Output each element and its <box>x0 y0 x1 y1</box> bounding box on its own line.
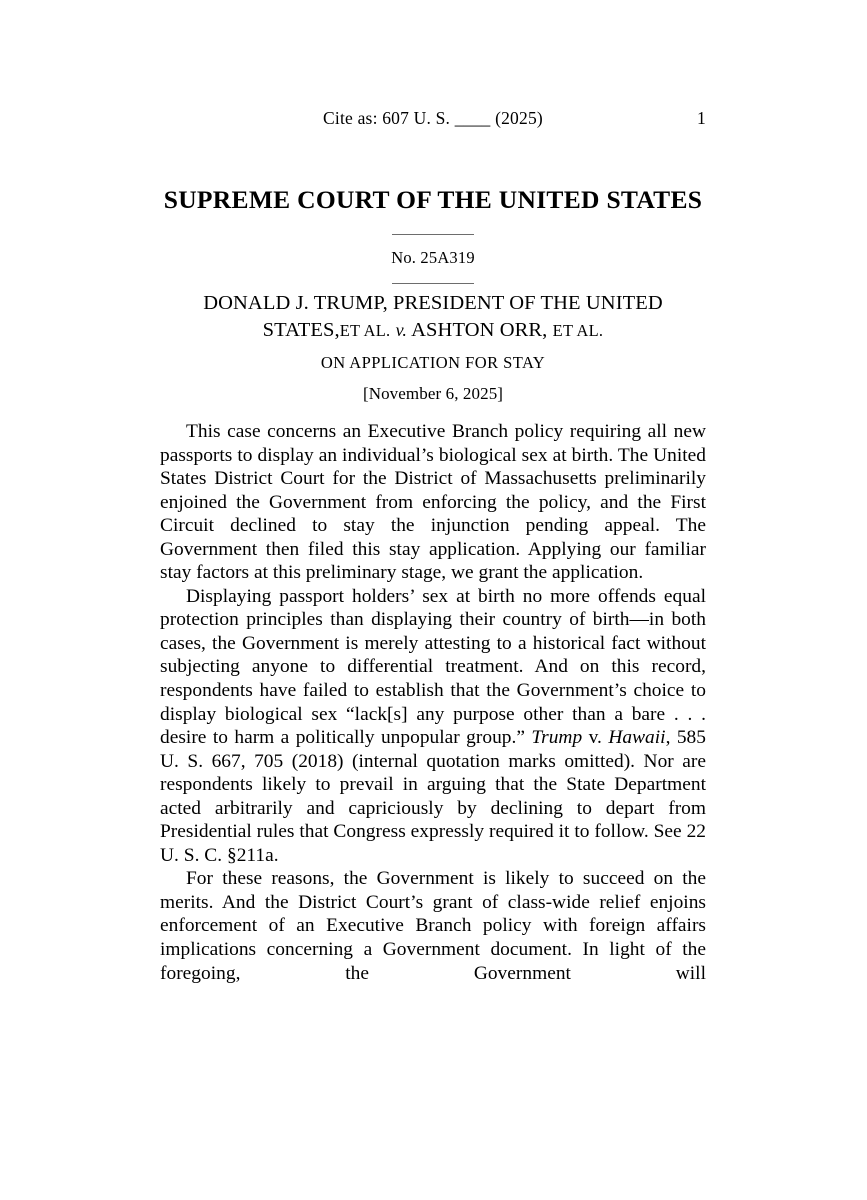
opinion-text: This case concerns an Executive Branch policy requiring all new passports to display an individual’s biological sex at birth. The United States District Court for the District of Massachusetts preliminarily enjoined the Government from enforcing the policy, and the First Circuit declined to stay the injunction pending appeal. The Government then filed this stay application. Applying our familiar stay factors at this preliminary stage, we grant the application. <box>160 421 706 584</box>
caption-respondent: ASHTON ORR, <box>411 319 548 342</box>
opinion-paragraph <box>160 867 706 1008</box>
opinion-body <box>160 420 706 1009</box>
divider-rule-bottom <box>392 283 474 284</box>
opinion-paragraph <box>160 420 706 585</box>
divider-rule-top <box>392 234 474 235</box>
masthead <box>160 186 706 284</box>
running-head <box>160 108 706 132</box>
opinion-text: For these reasons, the Government is likely to succeed on the merits. And the District Court’s grant of class-wide relief enjoins enforcement of an Executive Branch policy with foreign affairs implications concerning a Government document. In light of the foregoing, the Government will <box>160 868 706 984</box>
opinion-text: v. <box>582 727 609 749</box>
opinion-date: [November 6, 2025] <box>362 384 504 403</box>
citation-line: Cite as: 607 U. S. ____ (2025) <box>323 108 543 128</box>
case-name-italic: Trump <box>531 727 583 749</box>
opinion-paragraph <box>160 585 706 868</box>
opinion-text: , 585 U. S. 667, 705 (2018) (internal quotation marks omitted). Nor are respondents likely to prevail in arguing that the State Department acted arbitrarily and capriciously by declining to depart from Presidential rules that Congress expressly required it to follow. See 22 U. S. C. §211a. <box>160 727 706 866</box>
caption-etal-respondent: ET AL. <box>552 321 604 341</box>
caption-versus: v. <box>395 320 408 341</box>
docket-number: No. 25A319 <box>391 248 475 268</box>
caption-etal-petitioner: ET AL. <box>339 321 391 341</box>
proceeding-type: ON APPLICATION FOR STAY <box>320 353 546 372</box>
court-title: SUPREME COURT OF THE UNITED STATES <box>163 185 703 214</box>
caption-petitioner-line: DONALD J. TRUMP, PRESIDENT OF THE UNITED <box>203 292 663 314</box>
case-caption <box>175 290 691 344</box>
opinion-text: Displaying passport holders’ sex at birth no more offends equal protection principles than displaying their country of birth—in both cases, the Government is merely attesting to a historical fact without subjecting anyone to differential treatment. And on this record, respondents have failed to establish that the Government’s choice to display biological sex “lack[s] any purpose other than a bare . . . desire to harm a politically unpopular group.” <box>160 585 706 749</box>
caption-petitioner-states: STATES, <box>262 319 340 342</box>
page-number: 1 <box>697 108 706 128</box>
case-name-italic: Hawaii <box>608 727 666 749</box>
